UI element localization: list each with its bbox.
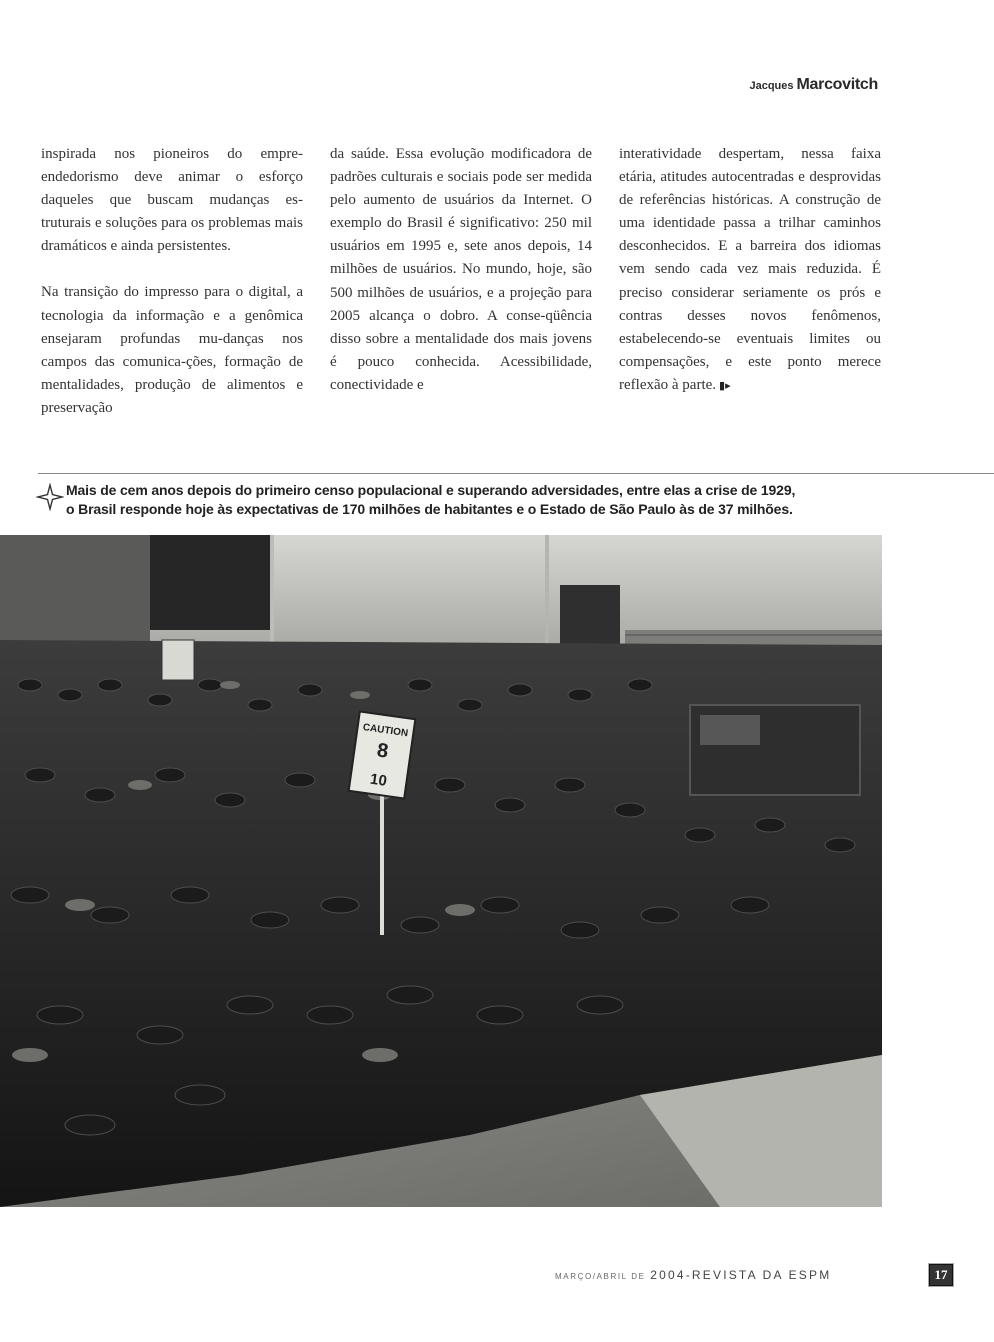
paragraph-text: interatividade despertam, nessa faixa etária, atitudes autocentradas e desprovidas de referências históricas. A construção de uma identidade passa a trilhar caminhos desconhecidos. E a barreira dos idiomas vem sendo cada vez mais reduzida. É preciso considerar seriamente os prós e contras desses novos fenômenos, estabelecendo-se eventuais limites ou compensações, e este ponto merece reflexão à parte. [619,146,881,393]
author-last-name: Marcovitch [796,76,878,93]
footer-issue-line: MARÇO/ABRIL DE 2004-REVISTA DA ESPM [555,1268,832,1282]
caption-line-2: o Brasil responde hoje às expectativas de 170 milhões de habitantes e o Estado de São Paulo às de 37 milhões. [66,500,793,517]
footer-month: MARÇO/ABRIL DE [555,1272,646,1281]
caption-divider [38,473,994,474]
text-column-1 [41,143,303,420]
paragraph: inspirada nos pioneiros do empre-endedorismo deve animar o esforço daqueles que buscam mudanças es-truturais e soluções para os problemas mais dramáticos e ainda persistentes. [41,146,303,255]
sign-number-1: 8 [375,739,390,763]
paragraph: da saúde. Essa evolução modificadora de padrões culturais e sociais pode ser medida pelo aumento de usuários da Internet. O exemplo do Brasil é significativo: 250 mil usuários em 1995 e, sete anos depois, 14 milhões de usuários. No mundo, hoje, são 500 milhões de usuários, e a projeção para 2005 alcança o dobro. A conse-qüência disso sobre a mentalidade dos mais jovens é pouco conhecida. Acessibilidade, conectividade e [330,146,592,393]
crowd-photo-illustration [0,535,882,1207]
photo-caption [66,481,896,518]
sign-number-2: 10 [369,770,388,790]
text-column-3 [619,143,881,397]
sign-caution-text: CAUTION [362,722,409,740]
author-header [749,76,878,94]
text-column-2 [330,143,592,397]
footer-year: 2004 [650,1268,686,1282]
author-first-name: Jacques [749,80,794,92]
caption-line-1: Mais de cem anos depois do primeiro censo populacional e superando adversidades, entre elas a crise de 1929, [66,482,796,498]
page-number: 17 [929,1264,953,1286]
footer-magazine: REVISTA DA ESPM [691,1268,832,1282]
end-of-article-icon: ▮▸ [719,378,731,392]
historical-crowd-photo [0,535,882,1207]
star-compass-icon [36,483,64,511]
paragraph [619,143,881,397]
paragraph: Na transição do impresso para o digital, a tecnologia da informação e a genômica ensejaram profundas mu-danças nos campos das comunica-ções, formação de mentalidades, produção de alimentos e preservação [41,284,303,416]
